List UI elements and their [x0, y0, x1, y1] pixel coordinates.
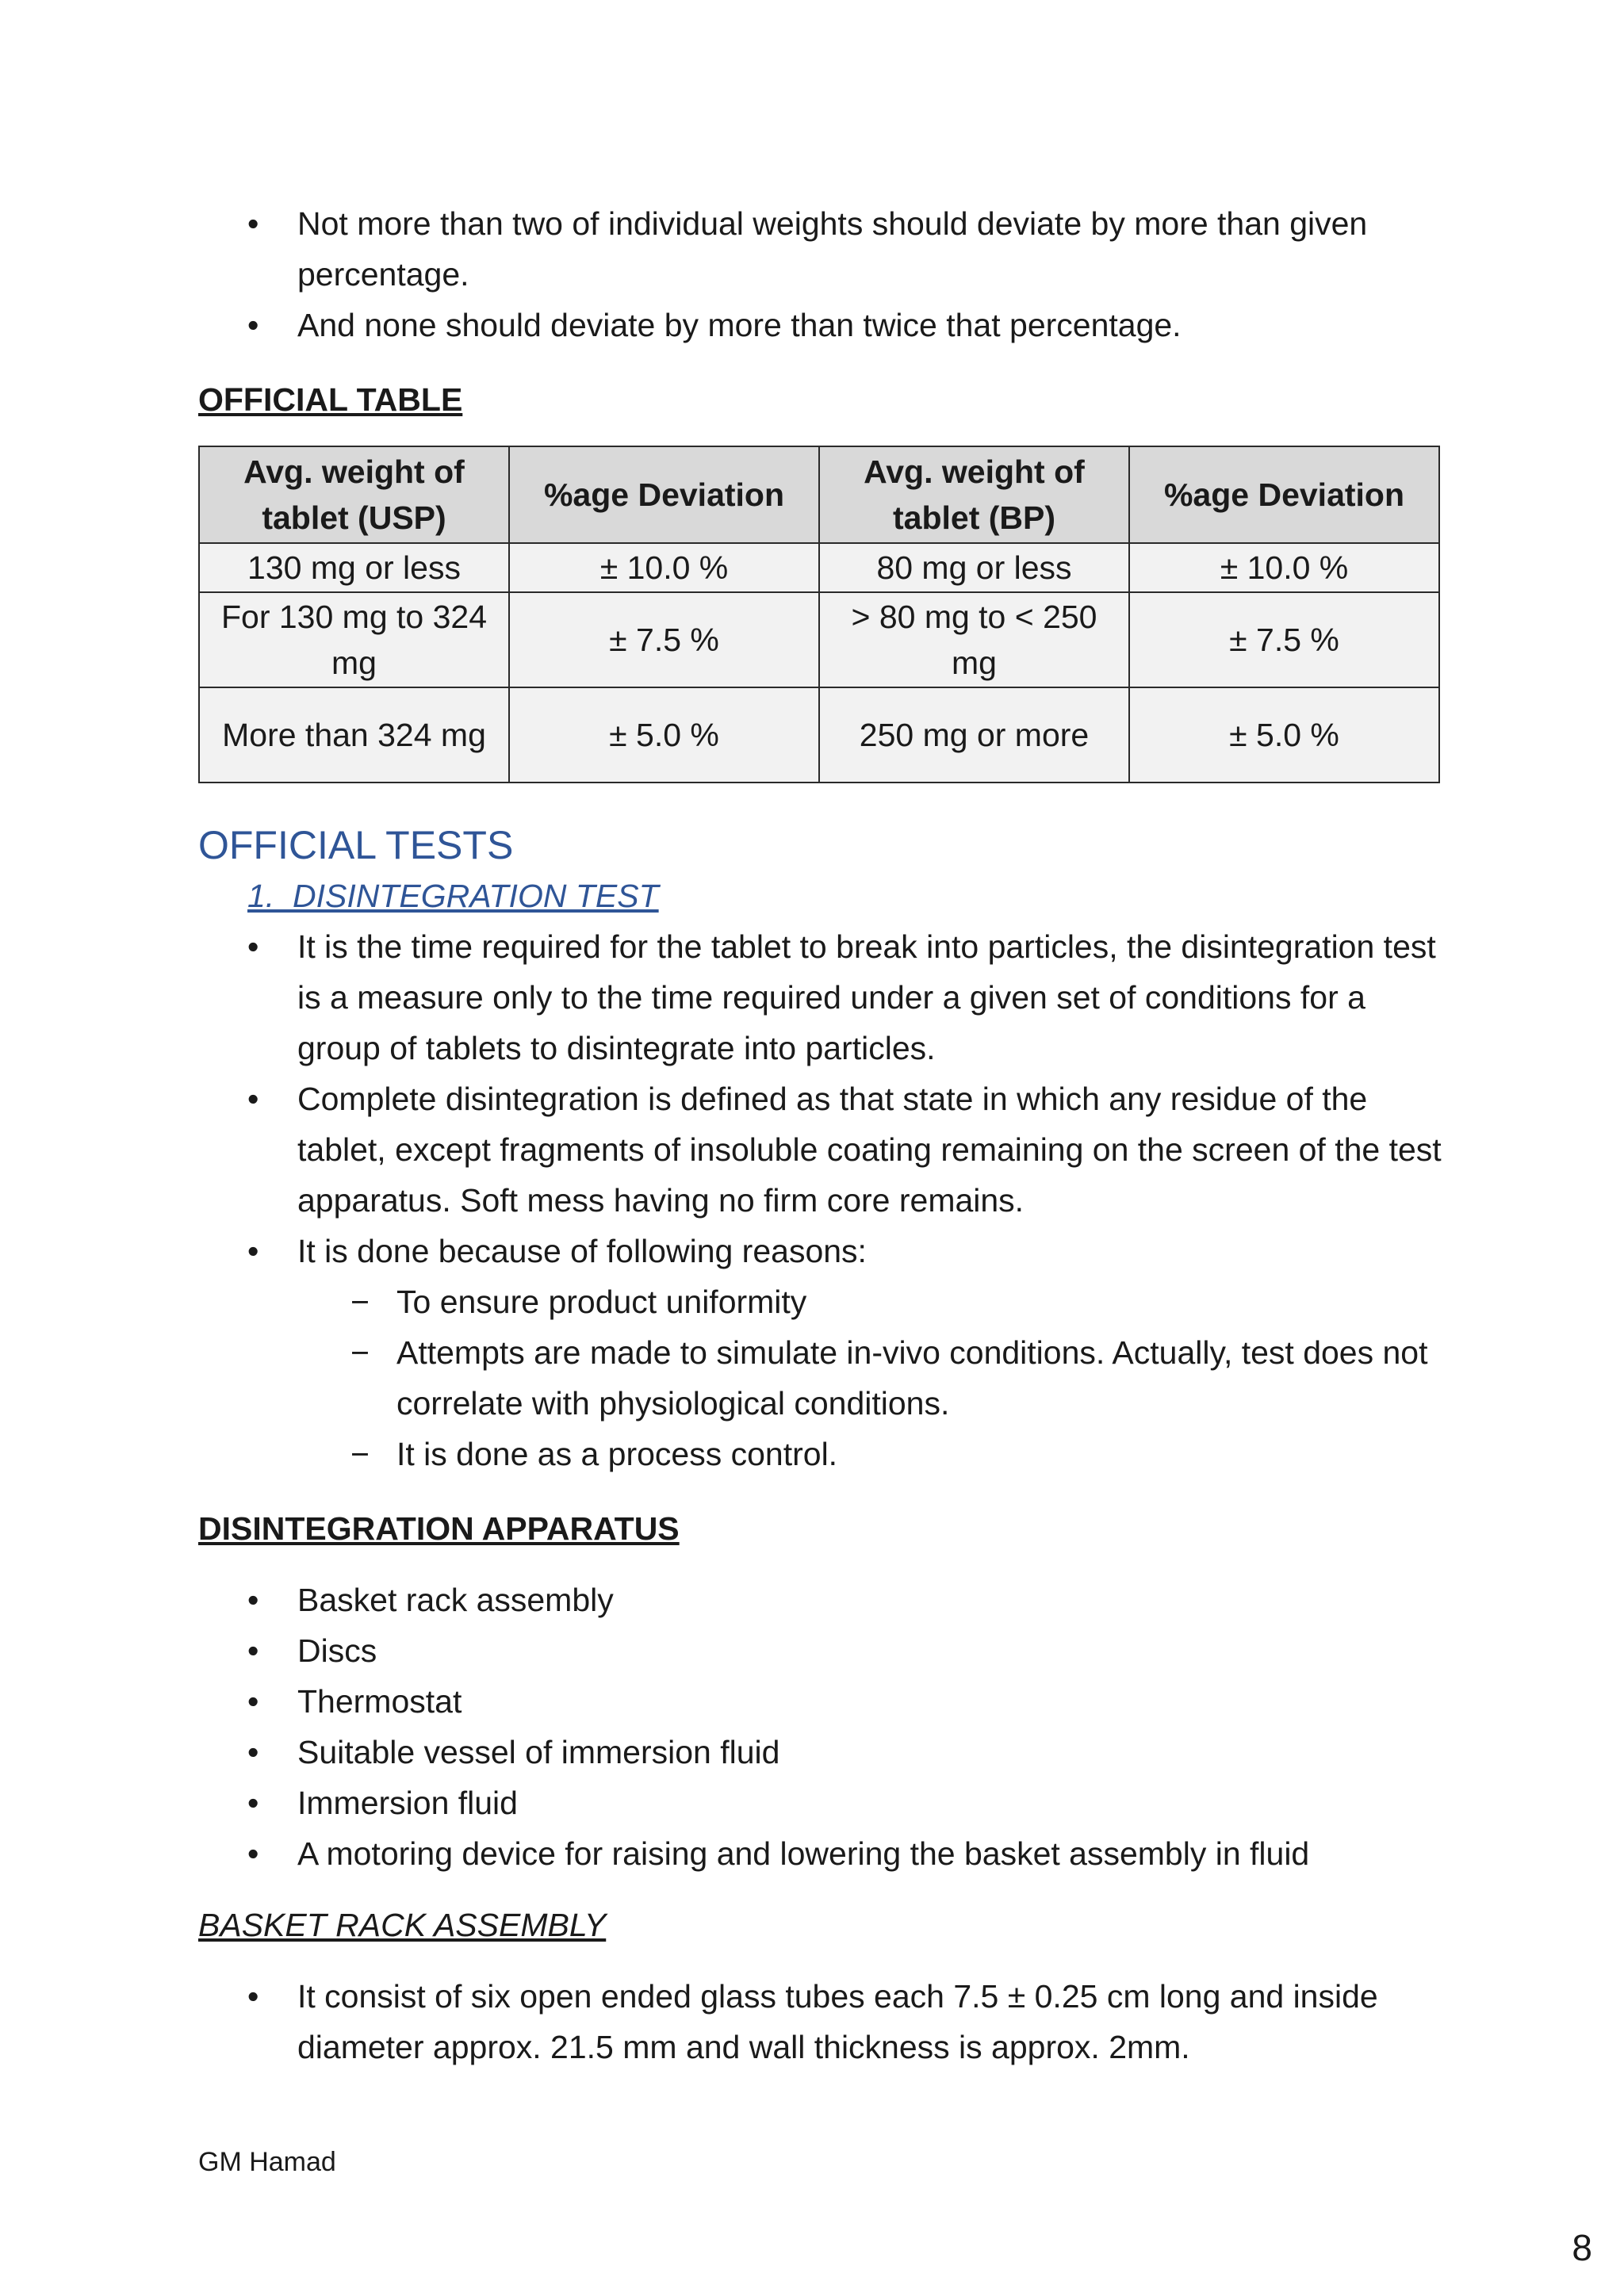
table-cell: ± 7.5 % [1129, 592, 1439, 687]
page-number: 8 [1572, 2227, 1592, 2268]
table-cell: For 130 mg to 324 mg [199, 592, 509, 687]
table-row [199, 543, 1439, 592]
list-item: • Immersion fluid [198, 1777, 1443, 1828]
list-item: • Suitable vessel of immersion fluid [198, 1727, 1443, 1777]
list-item: • Not more than two of individual weights should deviate by more than given percentage. [198, 198, 1443, 300]
table-cell: More than 324 mg [199, 687, 509, 783]
table-header-cell: %age Deviation [509, 446, 819, 543]
table-cell: ± 10.0 % [509, 543, 819, 592]
basket-list [198, 1971, 1443, 2072]
apparatus-heading: DISINTEGRATION APPARATUS [198, 1510, 680, 1547]
table-cell: ± 10.0 % [1129, 543, 1439, 592]
list-item: • Thermostat [198, 1676, 1443, 1727]
subsection-title: 1. DISINTEGRATION TEST [247, 878, 659, 914]
list-item: − To ensure product uniformity [198, 1276, 1443, 1327]
list-item: • Complete disintegration is defined as that state in which any residue of the tablet, except fragments of insoluble coating remaining on the screen of the test apparatus. Soft mess having no firm core remains. [198, 1073, 1443, 1226]
apparatus-list [198, 1575, 1443, 1879]
basket-heading: BASKET RACK ASSEMBLY [198, 1907, 607, 1943]
page-content [198, 0, 1443, 2072]
list-item: − It is done as a process control. [198, 1429, 1443, 1479]
test-bullet-list [198, 921, 1443, 1276]
list-item: • It consist of six open ended glass tubes each 7.5 ± 0.25 cm long and inside diameter approx. 21.5 mm and wall thickness is approx. 2mm. [198, 1971, 1443, 2072]
table-cell: ± 5.0 % [1129, 687, 1439, 783]
table-row [199, 687, 1439, 783]
table-header-cell: Avg. weight of tablet (USP) [199, 446, 509, 543]
table-row [199, 592, 1439, 687]
list-item: • And none should deviate by more than twice that percentage. [198, 300, 1443, 350]
table-cell: ± 7.5 % [509, 592, 819, 687]
table-header-cell: Avg. weight of tablet (BP) [819, 446, 1129, 543]
list-item: − Attempts are made to simulate in-vivo conditions. Actually, test does not correlate with physiological conditions. [198, 1327, 1443, 1429]
table-cell: 80 mg or less [819, 543, 1129, 592]
official-table [198, 446, 1440, 783]
table-cell: 130 mg or less [199, 543, 509, 592]
list-item: • A motoring device for raising and lowering the basket assembly in fluid [198, 1828, 1443, 1879]
list-item: • It is done because of following reasons: [198, 1226, 1443, 1276]
list-item: • Discs [198, 1625, 1443, 1676]
table-header-cell: %age Deviation [1129, 446, 1439, 543]
table-cell: > 80 mg to < 250 mg [819, 592, 1129, 687]
table-cell: ± 5.0 % [509, 687, 819, 783]
official-table-heading: OFFICIAL TABLE [198, 381, 463, 418]
footer-author: GM Hamad [198, 2147, 336, 2177]
table-header-row [199, 446, 1439, 543]
intro-bullet-list [198, 198, 1443, 350]
section-title: OFFICIAL TESTS [198, 823, 514, 867]
table-cell: 250 mg or more [819, 687, 1129, 783]
list-item: • Basket rack assembly [198, 1575, 1443, 1625]
reasons-list [198, 1276, 1443, 1479]
list-item: • It is the time required for the tablet to break into particles, the disintegration test is a measure only to the time required under a given set of conditions for a group of tablets to disintegrate into particles. [198, 921, 1443, 1073]
